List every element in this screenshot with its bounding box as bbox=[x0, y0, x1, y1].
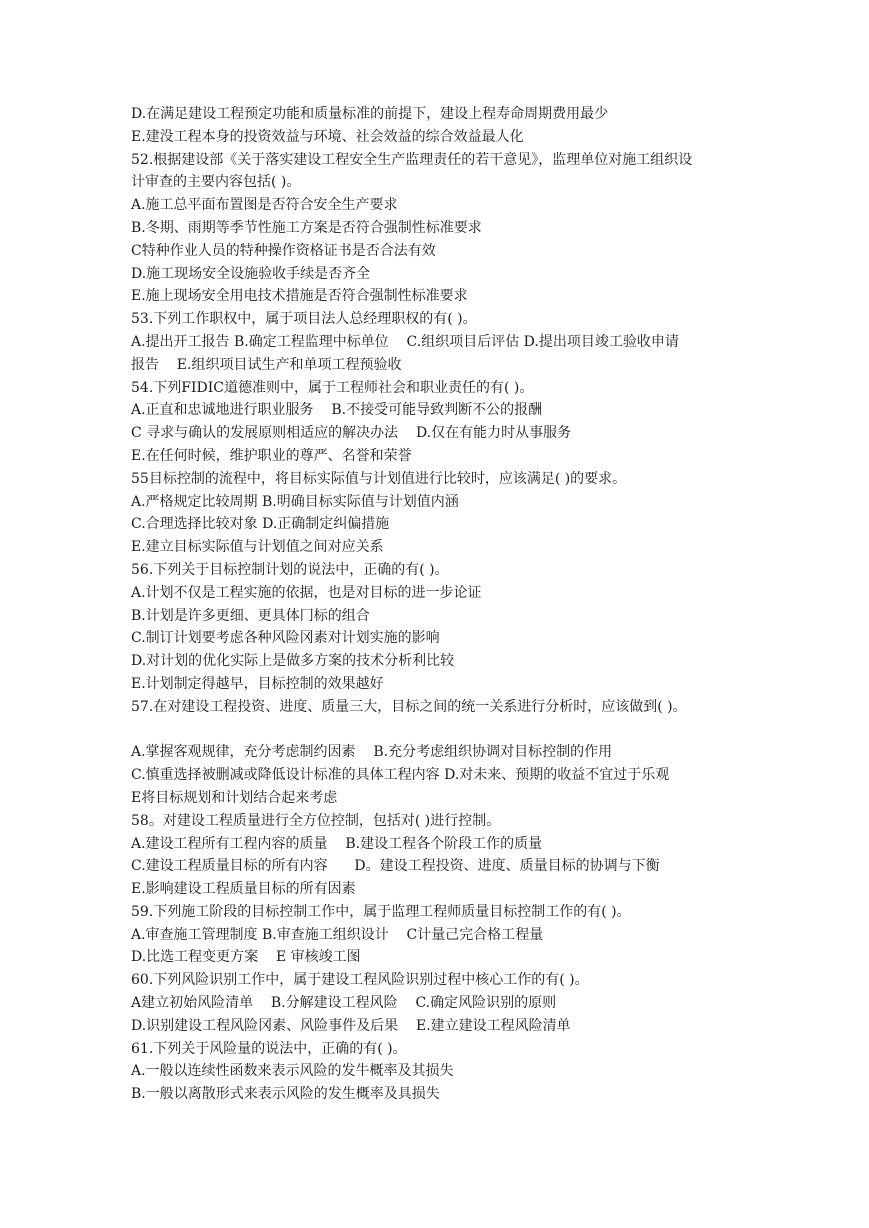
text-line: C.合理选择比较对象 D.正确制定纠偏措施 bbox=[131, 516, 390, 533]
text-line: A.提出开工报告 B.确定工程监理中标单位 C.组织项目后评估 D.提出项目竣工验收申请 bbox=[131, 333, 679, 350]
blank-line bbox=[131, 719, 851, 742]
question-55-stem: 55目标控制的流程中，将目标实际值与计划值进行比较时，应该满足( )的要求。 bbox=[131, 470, 627, 487]
text-line: A.严格规定比较周期 B.明确目标实际值与计划值内涵 bbox=[131, 493, 459, 510]
text-line: E.建立目标实际值与计划值之间对应关系 bbox=[131, 539, 384, 556]
text-line: A建立初始风险清单 B.分解建设工程风险 C.确定风险识别的原则 bbox=[131, 995, 557, 1012]
text-line: E.在任何时候，维护职业的尊严、名誉和荣誉 bbox=[131, 447, 412, 464]
question-58-stem: 58。对建设工程质量进行全方位控制，包括对( )进行控制。 bbox=[131, 812, 501, 829]
text-line: B.计划是许多更细、更具体冂标的组合 bbox=[131, 607, 370, 624]
document-page bbox=[131, 103, 851, 1106]
text-line: 报告 E.组织项目试生产和单项工程预验收 bbox=[131, 356, 402, 373]
question-57-stem: 57.在对建设工程投资、进度、质量三大，目标之间的统一关系进行分析时，应该做到( )。 bbox=[131, 698, 687, 715]
text-line: C.建设工程质量目标的所有内容 D。建设工程投资、进度、质量目标的协调与下衡 bbox=[131, 858, 660, 875]
question-61-stem: 61.下列关于风险量的说法中，正确的有( )。 bbox=[131, 1040, 407, 1057]
question-54-stem: 54.下列FIDIC道德准则中，属于工程师社会和职业责任的有( )。 bbox=[131, 379, 534, 396]
question-52-stem: 52.根据建设部《关于落实建设工程安全生产监理责任的若干意见》，监理单位对施工组织设 bbox=[131, 151, 693, 168]
text-line: A.掌握客观规律，充分考虑制约因素 B.充分考虑组织协调对目标控制的作用 bbox=[131, 744, 613, 761]
text-line: A.审查施工管理制度 B.审查施工组织设计 C计量己完合格工程量 bbox=[131, 926, 544, 943]
text-line: E.影响建设工程质量目标的所有因素 bbox=[131, 881, 356, 898]
question-59-stem: 59.下列施工阶段的目标控制工作中，属于监理工程师质量目标控制工作的有( )。 bbox=[131, 903, 631, 920]
text-line: D.识别建设工程风险冈素、风险事件及后果 E.建立建设工程风险清单 bbox=[131, 1017, 571, 1034]
question-53-stem: 53.下列工作职权中，属于项目法人总经理职权的有( )。 bbox=[131, 311, 477, 328]
text-line: C 寻求与确认的发展原则相适应的解决办法 D.仅在有能力时从事服务 bbox=[131, 425, 572, 442]
text-line: C.制订计划要考虑各种风险冈素对计划实施的影响 bbox=[131, 630, 440, 647]
text-line: 计审查的主要内容包括( )。 bbox=[131, 174, 301, 191]
text-line: E.计划制定得越早，目标控制的效果越好 bbox=[131, 675, 384, 692]
text-line: B.冬期、雨期等季节性施工方案是否符合强制性标准要求 bbox=[131, 219, 482, 236]
question-60-stem: 60.下列风险识别工作中，属于建设工程风险识别过程中核心工作的有( )。 bbox=[131, 972, 589, 989]
text-line: E.建没工程本身的投资效益与环境、社会效益的综合效益最人化 bbox=[131, 128, 524, 145]
text-line: A.施工总平面布置图是否符合安全生产要求 bbox=[131, 197, 398, 214]
text-line: E将目标规划和计划结合起来考虑 bbox=[131, 789, 338, 806]
text-line: D.对计划的优化实际上是做多方案的技术分析利比较 bbox=[131, 653, 455, 670]
text-line: A.建设工程所有工程内容的质量 B.建设工程各个阶段工作的质量 bbox=[131, 835, 543, 852]
text-line: D.比选工程变更方案 E 审核竣工图 bbox=[131, 949, 361, 966]
text-line: A.计划不仅是工程实施的依据，也是对目标的进一步论证 bbox=[131, 584, 482, 601]
text-line: E.施上现场安全用电技术措施是否符合强制性标准要求 bbox=[131, 288, 468, 305]
text-line: C.慎重选择被删减或降低设计标准的具体工程内容 D.对未来、预期的收益不宜过于乐观 bbox=[131, 767, 670, 784]
text-line: D.施工现场安全设施验收手续是否齐全 bbox=[131, 265, 371, 282]
text-line: A.正直和忠诚地进行职业服务 B.不接受可能导致判断不公的报酬 bbox=[131, 402, 543, 419]
text-line: C特种作业人员的特种操作资格证书是否合法有效 bbox=[131, 242, 436, 259]
text-line: A.一般以连续性函数来表示风险的发牛概率及其损失 bbox=[131, 1063, 454, 1080]
question-56-stem: 56.下列关于目标控制计划的说法中，正确的有( )。 bbox=[131, 561, 449, 578]
text-line: B.一般以离散形式来表示风险的发生概率及具损失 bbox=[131, 1086, 440, 1103]
text-line: D.在满足建设工程预定功能和质量标准的前提下，建设上程寿命周期费用最少 bbox=[131, 106, 609, 122]
